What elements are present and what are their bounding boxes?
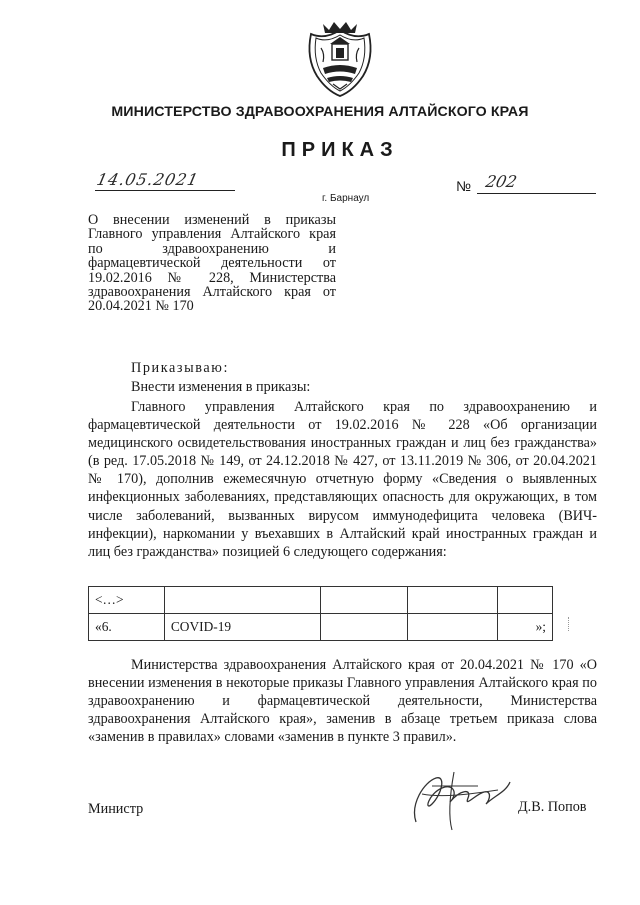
table-cell — [320, 614, 408, 641]
document-type-title: ПРИКАЗ — [281, 139, 399, 161]
table-cell: «6. — [89, 614, 165, 641]
intro-line: Внести изменения в приказы: — [131, 379, 311, 395]
document-subject: О внесении изменений в приказы Главного управления Алтайского края по здравоохранению и фармацевтической деятельности от 19.02.2016 № 228, Министерства здравоохранения Алтайского края от 20.04.2021 № 170 — [88, 212, 336, 315]
table-cell — [408, 614, 498, 641]
table-cell: COVID-19 — [164, 614, 320, 641]
ministry-name: МИНИСТЕРСТВО ЗДРАВООХРАНЕНИЯ АЛТАЙСКОГО КРАЯ — [111, 104, 529, 120]
table-cell — [320, 587, 408, 614]
table-row — [89, 587, 553, 614]
date-underline — [95, 190, 235, 191]
city-label: г. Барнаул — [322, 193, 370, 204]
form-position-table — [88, 586, 553, 641]
number-underline — [477, 193, 596, 194]
order-word: Приказываю: — [131, 360, 229, 376]
paragraph-2: Министерства здравоохранения Алтайского края от 20.04.2021 № 170 «О внесении изменения в некоторые приказы Главного управления Алтайского края по здравоохранению и фармацевтической деятельности, Министерства здравоохранения Алтайского края», заменив в абзаце третьем приказа слова «заменив в правилах» словами «заменив в пункте 3 правил». — [88, 657, 597, 746]
coat-of-arms-emblem — [303, 18, 377, 98]
number-label: № — [456, 178, 472, 194]
scan-mark — [568, 617, 572, 631]
table-cell: <…> — [89, 587, 165, 614]
table-cell — [408, 587, 498, 614]
table-cell — [498, 587, 553, 614]
paragraph-1: Главного управления Алтайского края по здравоохранению и фармацевтической деятельности от 19.02.2016 № 228 «Об организации медицинского освидетельствования иностранных граждан и лиц без гражданства» (в ред. 17.05.2018 № 149, от 24.12.2018 № 427, от 13.11.2019 № 306, от 20.04.2021 № 170), дополнив ежемесячную отчетную форму «Сведения о выявленных инфекционных заболеваниях, представляющих опасность для окружающих, в том числе заболеваний, вызванных вирусом иммунодефицита человека (ВИЧ-инфекции), наркомании у въехавших в Алтайский край иностранных граждан и лиц без гражданства» позицией 6 следующего содержания: — [88, 399, 597, 560]
table-cell — [164, 587, 320, 614]
handwritten-signature — [402, 764, 518, 834]
handwritten-date: 14.05.2021 — [94, 170, 201, 189]
table-row — [89, 614, 553, 641]
table-cell: »; — [498, 614, 553, 641]
handwritten-number: 202 — [483, 172, 519, 191]
signer-name: Д.В. Попов — [518, 799, 587, 815]
signer-position: Министр — [88, 801, 144, 817]
